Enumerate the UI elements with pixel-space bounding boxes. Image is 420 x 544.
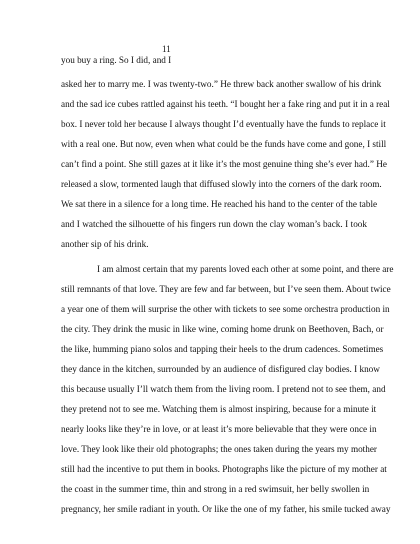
text-line: and the sad ice cubes rattled against his teeth. “I bought her a fake ring and put it in a real: [61, 99, 390, 109]
text-line: love. They look like their old photographs; the ones taken during the years my mother: [61, 444, 377, 454]
text-line: can’t find a point. She still gazes at it like it’s the most genuine thing she’s ever had.” He: [61, 159, 387, 169]
text-line: pregnancy, her smile radiant in youth. Or like the one of my father, his smile tucked away: [61, 504, 391, 514]
text-line: this because usually I’ll watch them from the living room. I pretend not to see them, and: [61, 384, 386, 394]
text-line: the coast in the summer time, thin and strong in a red swimsuit, her belly swollen in: [61, 484, 370, 494]
text-line: still remnants of that love. They are few and far between, but I’ve seen them. About twice: [61, 284, 391, 294]
text-line: they dance in the kitchen, surrounded by an audience of disfigured clay bodies. I know: [61, 364, 380, 374]
paragraph-first-line: I am almost certain that my parents loved each other at some point, and there are: [97, 264, 394, 274]
text-line: nearly looks like they’re in love, or at least it’s more believable that they were once in: [61, 424, 377, 434]
text-line: box. I never told her because I always thought I’d eventually have the funds to replace it: [61, 119, 386, 129]
text-line: they pretend not to see me. Watching them is almost inspiring, because for a minute it: [61, 404, 377, 414]
text-line: the like, humming piano solos and tapping their heels to the drum cadences. Sometimes: [61, 344, 384, 354]
text-line: another sip of his drink.: [61, 239, 149, 249]
text-line: you buy a ring. So I did, and I: [61, 55, 172, 65]
page-number: 11: [162, 44, 171, 54]
text-line: still had the incentive to put them in books. Photographs like the picture of my mother at: [61, 464, 387, 474]
text-line: with a real one. But now, even when what could be the funds have come and gone, I still: [61, 139, 387, 149]
text-line: and I watched the silhouette of his fingers run down the clay woman’s back. I took: [61, 219, 367, 229]
text-line: We sat there in a silence for a long time. He reached his hand to the center of the table: [61, 199, 378, 209]
text-line: released a slow, tormented laugh that diffused slowly into the corners of the dark room.: [61, 179, 382, 189]
text-line: a year one of them will surprise the other with tickets to see some orchestra production in: [61, 304, 390, 314]
text-line: asked her to marry me. I was twenty-two.” He threw back another swallow of his drink: [61, 79, 382, 89]
text-line: the city. They drink the music in like wine, coming home drunk on Beethoven, Bach, or: [61, 324, 384, 334]
